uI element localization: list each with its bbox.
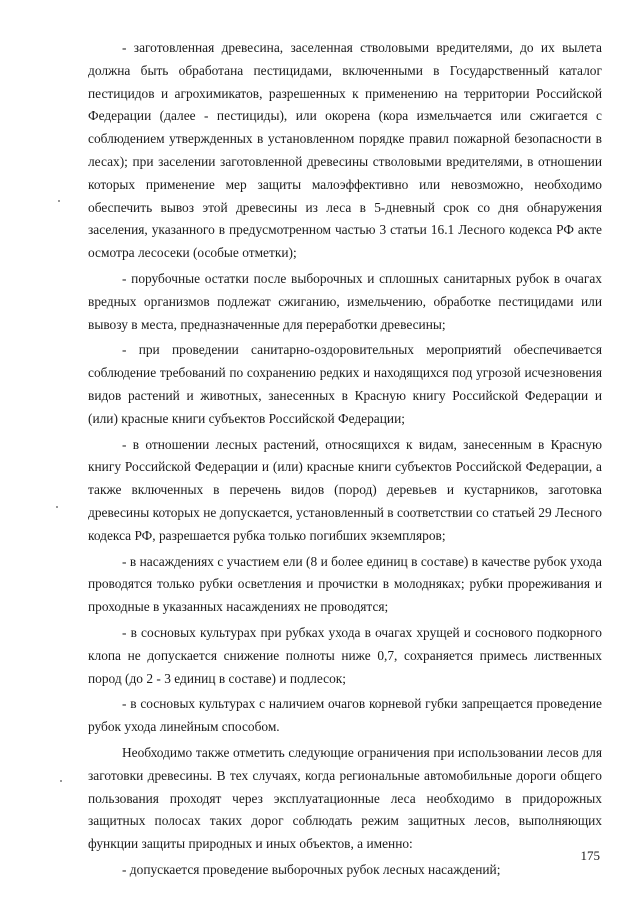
- page-number: 175: [580, 848, 600, 863]
- paragraph-red-book-plants: - в отношении лесных растений, относящихся к видам, занесенным в Красную книгу Российской Федерации и (или) красные книги субъектов Российской Федерации, а также включенных в перечень видов (пород) деревьев и кустарников, заготовка древесины которых не допускается, установленный в соответствии со статьей 29 Лесного кодекса РФ, разрешается рубка только погибших экземпляров;: [88, 436, 602, 543]
- scan-speck: [60, 780, 62, 782]
- scan-speck: [58, 200, 60, 202]
- document-body: [88, 37, 602, 885]
- paragraph-spruce-stands: - в насаждениях с участием ели (8 и более единиц в составе) в качестве рубок ухода проводятся только рубки осветления и прочистки в молодняках; рубки прореживания и проходные в указанных насаждениях не проводятся;: [88, 553, 602, 615]
- paragraph-root-fungus: - в сосновых культурах с наличием очагов корневой губки запрещается проведение рубок ухода линейным способом.: [88, 696, 602, 735]
- paragraph-pine-cultures-pests: - в сосновых культурах при рубках ухода в очагах хрущей и соснового подкорного клопа не допускается снижение полноты ниже 0,7, сохраняется примесь лиственных пород (до 2 - 3 единиц в составе) и подлесок;: [88, 624, 602, 686]
- paragraph-road-restrictions: Необходимо также отметить следующие ограничения при использовании лесов для заготовки древесины. В тех случаях, когда региональные автомобильные дороги общего пользования проходят через эксплуатационные леса необходимо в придорожных защитных полосах таких дорог соблюдать режим защитных лесов, выполняющих функции защиты природных и иных объектов, а именно:: [88, 744, 602, 852]
- paragraph-logging-residues: - порубочные остатки после выборочных и сплошных санитарных рубок в очагах вредных организмов подлежат сжиганию, измельчению, обработке пестицидами или вывозу в места, предназначенные для переработки древесины;: [88, 270, 602, 332]
- paragraph-rare-species-protection: - при проведении санитарно-оздоровительных мероприятий обеспечивается соблюдение требований по сохранению редких и находящихся под угрозой исчезновения видов растений и животных, занесенных в Красную книгу Российской Федерации и (или) красные книги субъектов Российской Федерации;: [88, 342, 602, 426]
- scan-speck: [56, 506, 58, 508]
- paragraph-infested-timber: - заготовленная древесина, заселенная стволовыми вредителями, до их вылета должна быть обработана пестицидами, включенными в Государственный каталог пестицидов и агрохимикатов, разрешенных к применению на территории Российской Федерации (далее - пестициды), или окорена (кора измельчается или сжигается с соблюдением утвержденных в установленном порядке правил пожарной безопасности в лесах); при заселении заготовленной древесины стволовыми вредителями, в отношении которых применение мер защиты малоэффективно или невозможно, необходимо обеспечить вывоз этой древесины из леса в 5-дневный срок со дня обнаружения заселения, указанного в предусмотренном частью 3 статьи 16.1 Лесного кодекса РФ акте осмотра лесосеки (особые отметки);: [88, 40, 602, 261]
- paragraph-selective-felling: - допускается проведение выборочных рубок лесных насаждений;: [122, 861, 501, 877]
